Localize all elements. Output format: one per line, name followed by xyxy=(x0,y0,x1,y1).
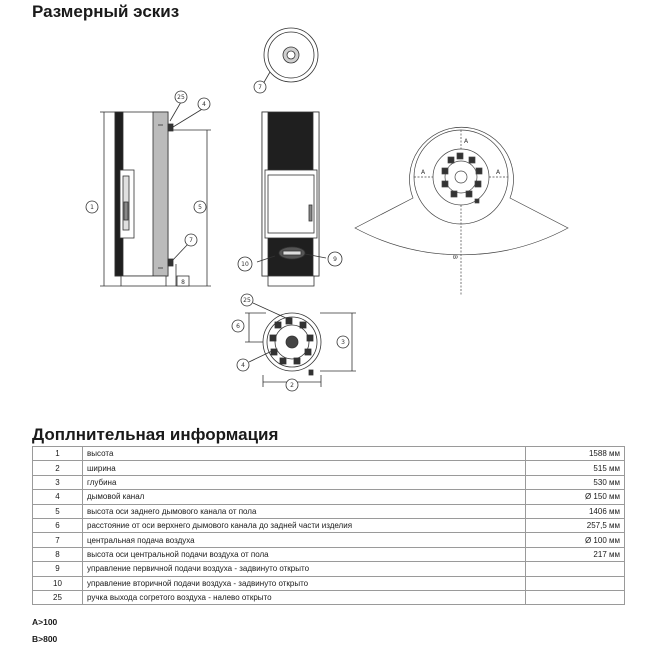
row-value: 530 мм xyxy=(526,475,625,489)
table-row xyxy=(33,547,625,561)
callout-4: 4 xyxy=(202,101,206,108)
note-a: A>100 xyxy=(32,617,58,627)
row-number: 5 xyxy=(33,504,83,518)
table-row xyxy=(33,447,625,461)
row-number: 3 xyxy=(33,475,83,489)
row-number: 2 xyxy=(33,461,83,475)
table-row xyxy=(33,533,625,547)
row-description: центральная подача воздуха xyxy=(83,533,526,547)
side-view xyxy=(86,91,211,286)
callout-4-bottom: 4 xyxy=(241,362,245,369)
row-description: высота xyxy=(83,447,526,461)
label-a-right: A xyxy=(496,169,501,176)
info-heading: Доплнительная информация xyxy=(32,425,279,444)
row-description: управление вторичной подачи воздуха - задвинуто открыто xyxy=(83,576,526,590)
label-a-top: A xyxy=(464,138,469,145)
table-row xyxy=(33,576,625,590)
row-description: дымовой канал xyxy=(83,490,526,504)
table-row xyxy=(33,490,625,504)
row-description: управление первичной подачи воздуха - задвинуто открыто xyxy=(83,562,526,576)
callout-25-bottom: 25 xyxy=(243,297,251,304)
callout-8: 8 xyxy=(181,279,185,286)
row-description: ручка выхода согретого воздуха - налево открыто xyxy=(83,590,526,604)
row-description: высота оси центральной подачи воздуха от пола xyxy=(83,547,526,561)
table-row xyxy=(33,518,625,532)
row-number: 9 xyxy=(33,562,83,576)
top-view-upper xyxy=(254,28,318,93)
info-table xyxy=(32,446,625,605)
row-number: 10 xyxy=(33,576,83,590)
note-b: B>800 xyxy=(32,634,58,644)
row-description: высота оси заднего дымового канала от пола xyxy=(83,504,526,518)
row-number: 1 xyxy=(33,447,83,461)
row-number: 8 xyxy=(33,547,83,561)
callout-6: 6 xyxy=(236,323,240,330)
row-value: Ø 150 мм xyxy=(526,490,625,504)
row-value xyxy=(526,590,625,604)
row-value: 217 мм xyxy=(526,547,625,561)
callout-7: 7 xyxy=(258,84,262,91)
callout-1: 1 xyxy=(90,204,94,211)
row-value: 1588 мм xyxy=(526,447,625,461)
callout-9: 9 xyxy=(333,256,337,263)
sketch-heading: Размерный эскиз xyxy=(32,2,180,21)
row-value xyxy=(526,562,625,576)
clearance-diagram xyxy=(355,127,568,295)
row-description: ширина xyxy=(83,461,526,475)
row-number: 7 xyxy=(33,533,83,547)
callout-25: 25 xyxy=(177,94,185,101)
row-number: 25 xyxy=(33,590,83,604)
table-row xyxy=(33,504,625,518)
front-view xyxy=(238,112,342,286)
row-number: 4 xyxy=(33,490,83,504)
row-value xyxy=(526,576,625,590)
callout-7-side: 7 xyxy=(189,237,193,244)
row-number: 6 xyxy=(33,518,83,532)
callout-5: 5 xyxy=(198,204,202,211)
row-value: 257,5 мм xyxy=(526,518,625,532)
row-description: глубина xyxy=(83,475,526,489)
label-a-left: A xyxy=(421,169,426,176)
table-row xyxy=(33,562,625,576)
row-value: 1406 мм xyxy=(526,504,625,518)
table-row xyxy=(33,590,625,604)
callout-2: 2 xyxy=(290,382,294,389)
bottom-view xyxy=(232,294,356,391)
callout-10: 10 xyxy=(241,261,249,268)
row-description: расстояние от оси верхнего дымового канала до задней части изделия xyxy=(83,518,526,532)
table-row xyxy=(33,461,625,475)
callout-3: 3 xyxy=(341,339,345,346)
row-value: 515 мм xyxy=(526,461,625,475)
label-b: B xyxy=(451,255,458,260)
row-value: Ø 100 мм xyxy=(526,533,625,547)
table-row xyxy=(33,475,625,489)
